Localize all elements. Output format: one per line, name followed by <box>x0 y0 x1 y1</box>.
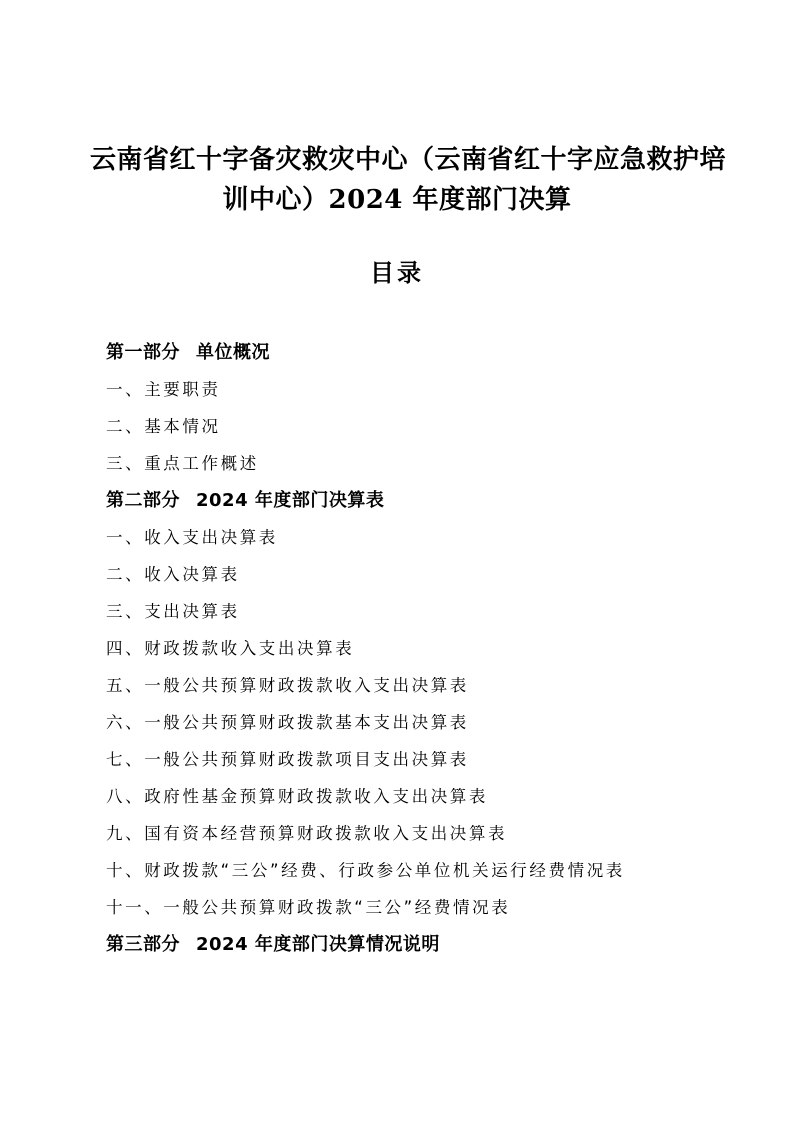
toc-item: 十一、一般公共预算财政拨款“三公”经费情况表 <box>106 898 511 917</box>
toc-item: 七、一般公共预算财政拨款项目支出决算表 <box>106 750 469 769</box>
toc-item: 五、一般公共预算财政拨款收入支出决算表 <box>106 676 469 695</box>
toc-item: 二、收入决算表 <box>106 565 240 584</box>
document-title-line1: 云南省红十字备灾救灾中心（云南省红十字应急救护培 <box>90 145 727 175</box>
toc-part-3-title: 2024 年度部门决算情况说明 <box>196 934 440 955</box>
toc-item: 三、重点工作概述 <box>106 454 259 473</box>
toc-part-1-title: 单位概况 <box>196 342 270 363</box>
table-of-contents <box>106 334 746 963</box>
toc-item: 三、支出决算表 <box>106 602 240 621</box>
toc-item: 六、一般公共预算财政拨款基本支出决算表 <box>106 713 469 732</box>
document-title-line2: 训中心）2024 年度部门决算 <box>222 185 572 215</box>
toc-part-2-title: 2024 年度部门决算表 <box>196 490 385 511</box>
toc-item: 九、国有资本经营预算财政拨款收入支出决算表 <box>106 824 508 843</box>
toc-item: 十、财政拨款“三公”经费、行政参公单位机关运行经费情况表 <box>106 861 625 880</box>
toc-item: 一、收入支出决算表 <box>106 528 278 547</box>
toc-item: 八、政府性基金预算财政拨款收入支出决算表 <box>106 787 488 806</box>
toc-part-3 <box>106 926 746 963</box>
toc-item: 四、财政拨款收入支出决算表 <box>106 639 355 658</box>
toc-item: 二、基本情况 <box>106 417 221 436</box>
toc-part-3-number: 第三部分 <box>106 934 180 955</box>
toc-heading: 目录 <box>370 258 424 287</box>
toc-part-2-number: 第二部分 <box>106 490 180 511</box>
toc-part-2 <box>106 482 746 519</box>
toc-item: 一、主要职责 <box>106 380 221 399</box>
toc-part-1 <box>106 334 746 371</box>
toc-part-1-number: 第一部分 <box>106 342 180 363</box>
